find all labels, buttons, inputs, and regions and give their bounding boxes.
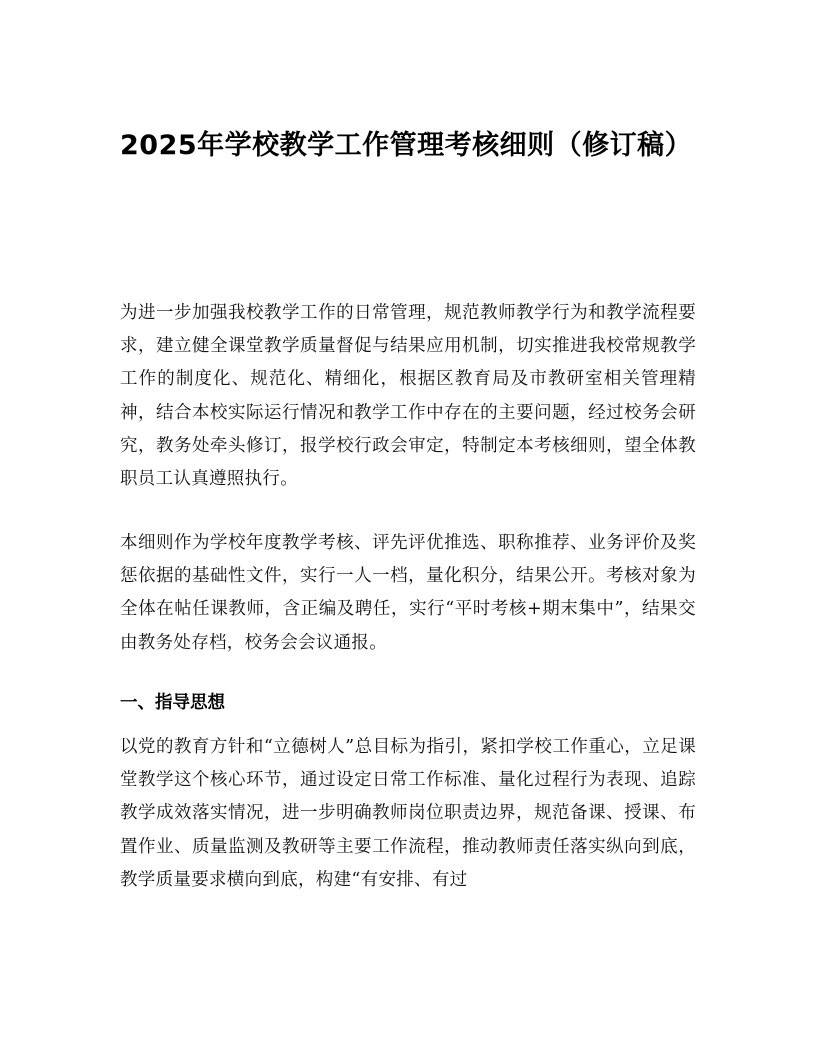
intro-paragraph: 为进一步加强我校教学工作的日常管理，规范教师教学行为和教学流程要求，建立健全课堂教学质量督促与结果应用机制，切实推进我校常规教学工作的制度化、规范化、精细化，根据区教育局及市教研室相关管理精神，结合本校实际运行情况和教学工作中存在的主要问题，经过校务会研究，教务处牵头修订，报学校行政会审定，特制定本考核细则，望全体教职员工认真遵照执行。: [120, 303, 696, 490]
scope-paragraph: 本细则作为学校年度教学考核、评先评优推选、职称推荐、业务评价及奖惩依据的基础性文件，实行一人一档，量化积分，结果公开。考核对象为全体在帖任课教师，含正编及聘任，实行“平时考核+期末集中”，结果交由教务处存档，校务会会议通报。: [120, 533, 696, 653]
document-title: 2025年学校教学工作管理考核细则（修订稿）: [120, 130, 693, 161]
section-body: 以党的教育方针和“立德树人”总目标为指引，紧扣学校工作重心，立足课堂教学这个核心环节，通过设定日常工作标准、量化过程行为表现、追踪教学成效落实情况，进一步明确教师岗位职责边界，规范备课、授课、布置作业、质量监测及教研等主要工作流程，推动教师责任落实纵向到底，教学质量要求横向到底，构建“有安排、有过: [120, 737, 696, 890]
section-heading: 一、指导思想: [120, 693, 225, 713]
